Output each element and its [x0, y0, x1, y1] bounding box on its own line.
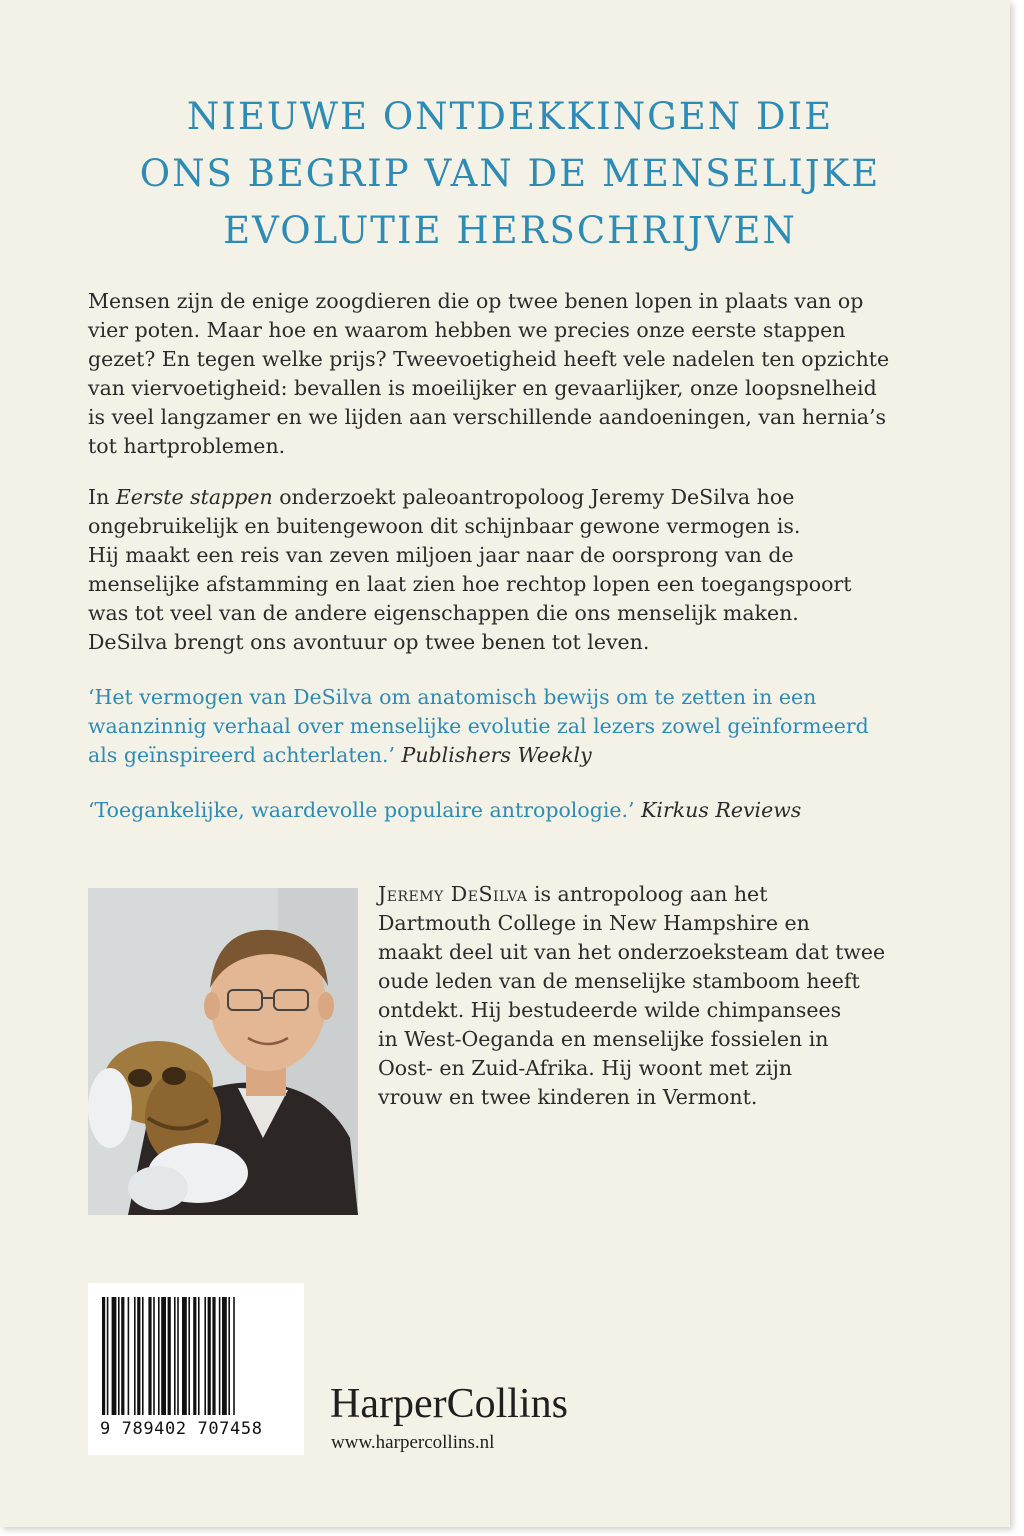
- blurb-line: Mensen zijn de enige zoogdieren die op twee benen lopen in plaats van op: [88, 289, 864, 313]
- bio-line: in West-Oeganda en menselijke fossielen in: [378, 1027, 829, 1051]
- author-bio: [378, 880, 938, 1112]
- headline-line: EVOLUTIE HERSCHRIJVEN: [223, 209, 797, 252]
- headline-line: NIEUWE ONTDEKKINGEN DIE: [186, 95, 834, 138]
- blurb-line: vier poten. Maar hoe en waarom hebben we precies onze eerste stappen: [88, 318, 846, 342]
- blurb-text: onderzoekt paleoantropoloog Jeremy DeSilva hoe: [272, 485, 795, 509]
- blurb-line: DeSilva brengt ons avontuur op twee benen tot leven.: [88, 630, 650, 654]
- headline: [60, 88, 960, 259]
- blurb-line: [88, 483, 948, 512]
- quote-source: Kirkus Reviews: [641, 798, 802, 822]
- blurb-line: is veel langzamer en we lijden aan verschillende aandoeningen, van hernia’s: [88, 405, 887, 429]
- barcode: [88, 1283, 304, 1455]
- quote-source: Publishers Weekly: [401, 743, 592, 767]
- bio-line: Oost- en Zuid-Afrika. Hij woont met zijn: [378, 1056, 793, 1080]
- bio-line: vrouw en twee kinderen in Vermont.: [378, 1085, 758, 1109]
- headline-line: ONS BEGRIP VAN DE MENSELIJKE: [139, 152, 881, 195]
- quote-line: waanzinnig verhaal over menselijke evolutie zal lezers zowel geïnformeerd: [88, 714, 869, 738]
- publisher-logo: HarperCollins: [330, 1381, 568, 1427]
- blurb-paragraph-2: [88, 483, 948, 657]
- bio-text: is antropoloog aan het: [527, 882, 768, 906]
- author-name: Jeremy DeSilva: [378, 882, 528, 906]
- blurb-line: was tot veel van de andere eigenschappen die ons menselijk maken.: [88, 601, 799, 625]
- quote-text: ‘Toegankelijke, waardevolle populaire antropologie.’: [88, 798, 635, 822]
- book-title: Eerste stappen: [115, 485, 273, 509]
- blurb-paragraph-1: [88, 287, 948, 461]
- blurb-line: ongebruikelijk en buitengewoon dit schijnbaar gewone vermogen is.: [88, 514, 801, 538]
- author-photo-illustration: [88, 888, 358, 1215]
- publisher-website: www.harpercollins.nl: [331, 1432, 495, 1453]
- bio-line: maakt deel uit van het onderzoeksteam dat twee: [378, 940, 886, 964]
- bio-line: [378, 880, 938, 909]
- barcode-digits: 9 789402 707458: [100, 1419, 263, 1439]
- blurb-line: van viervoetigheid: bevallen is moeilijker en gevaarlijker, onze loopsnelheid: [88, 376, 877, 400]
- blurb-line: menselijke afstamming en laat zien hoe rechtop lopen een toegangspoort: [88, 572, 852, 596]
- quote-text: als geïnspireerd achterlaten.’: [88, 743, 395, 767]
- blurb-text: In: [88, 485, 116, 509]
- bio-line: ontdekt. Hij bestudeerde wilde chimpansees: [378, 998, 842, 1022]
- blurb-line: tot hartproblemen.: [88, 434, 286, 458]
- review-quote-2: [88, 796, 948, 825]
- bio-line: oude leden van de menselijke stamboom heeft: [378, 969, 860, 993]
- blurb-line: Hij maakt een reis van zeven miljoen jaar naar de oorsprong van de: [88, 543, 794, 567]
- quote-line: ‘Het vermogen van DeSilva om anatomisch bewijs om te zetten in een: [88, 685, 817, 709]
- quote-line: [88, 741, 948, 770]
- blurb-line: gezet? En tegen welke prijs? Tweevoetigheid heeft vele nadelen ten opzichte: [88, 347, 890, 371]
- review-quote-1: [88, 683, 948, 770]
- bio-line: Dartmouth College in New Hampshire en: [378, 911, 810, 935]
- author-photo: [88, 888, 358, 1215]
